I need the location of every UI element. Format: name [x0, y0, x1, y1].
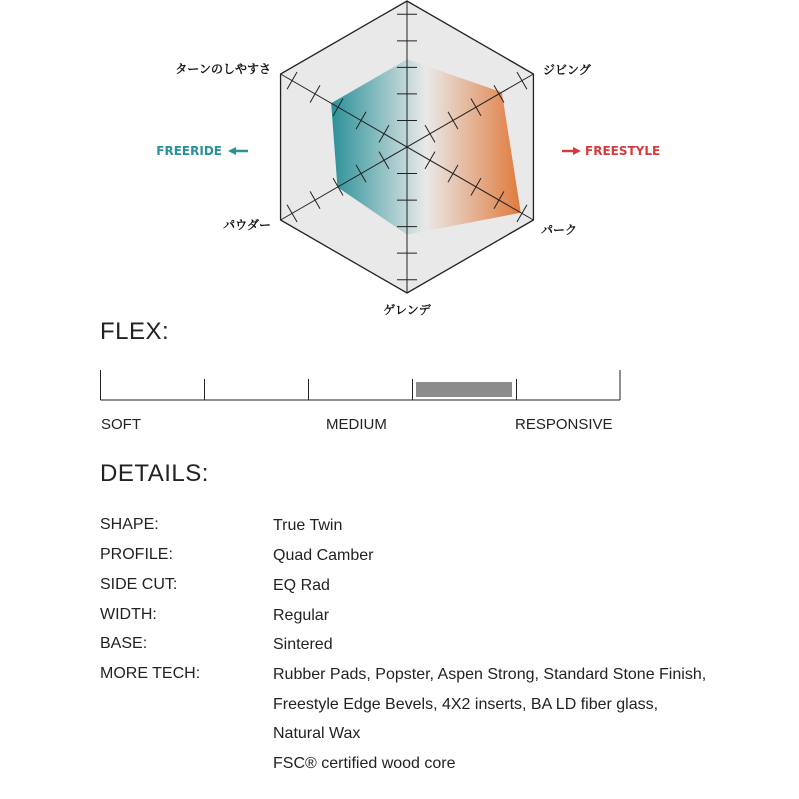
- detail-key: MORE TECH:: [100, 665, 201, 682]
- flex-label-responsive: RESPONSIVE: [515, 416, 613, 433]
- flex-scale: [100, 370, 621, 402]
- right-arrow-icon: [573, 147, 581, 155]
- radar-axis-label: ターンのしやすさ: [175, 62, 271, 76]
- details-title: DETAILS:: [100, 460, 209, 487]
- detail-value: Sintered: [273, 636, 333, 653]
- detail-value: FSC® certified wood core: [273, 755, 456, 772]
- detail-value: True Twin: [273, 517, 343, 534]
- left-arrow-icon: [228, 147, 236, 155]
- detail-key: BASE:: [100, 635, 148, 652]
- radar-axis-label: パーク: [541, 223, 578, 237]
- detail-value: Quad Camber: [273, 547, 374, 564]
- radar-chart: [0, 0, 799, 330]
- radar-axis-label: ゲレンデ: [383, 303, 431, 317]
- detail-key: PROFILE:: [100, 546, 173, 563]
- detail-key: SIDE CUT:: [100, 576, 178, 593]
- detail-key: SHAPE:: [100, 516, 159, 533]
- flex-value-bar: [416, 382, 512, 397]
- detail-value: Rubber Pads, Popster, Aspen Strong, Standard Stone Finish, Freestyle Edge Bevels, 4X2 inserts, BA LD fiber glass, Natural Wax: [273, 666, 707, 742]
- flex-title: FLEX:: [100, 318, 170, 345]
- detail-key: WIDTH:: [100, 606, 157, 623]
- freeride-label: FREERIDE: [156, 144, 222, 158]
- detail-value: EQ Rad: [273, 577, 330, 594]
- detail-value: Regular: [273, 607, 330, 624]
- freestyle-label: FREESTYLE: [585, 144, 661, 158]
- radar-axis-label: パウダー: [223, 218, 271, 232]
- flex-label-medium: MEDIUM: [326, 416, 387, 433]
- radar-axis-label: ジビング: [543, 63, 591, 77]
- flex-label-soft: SOFT: [101, 416, 141, 433]
